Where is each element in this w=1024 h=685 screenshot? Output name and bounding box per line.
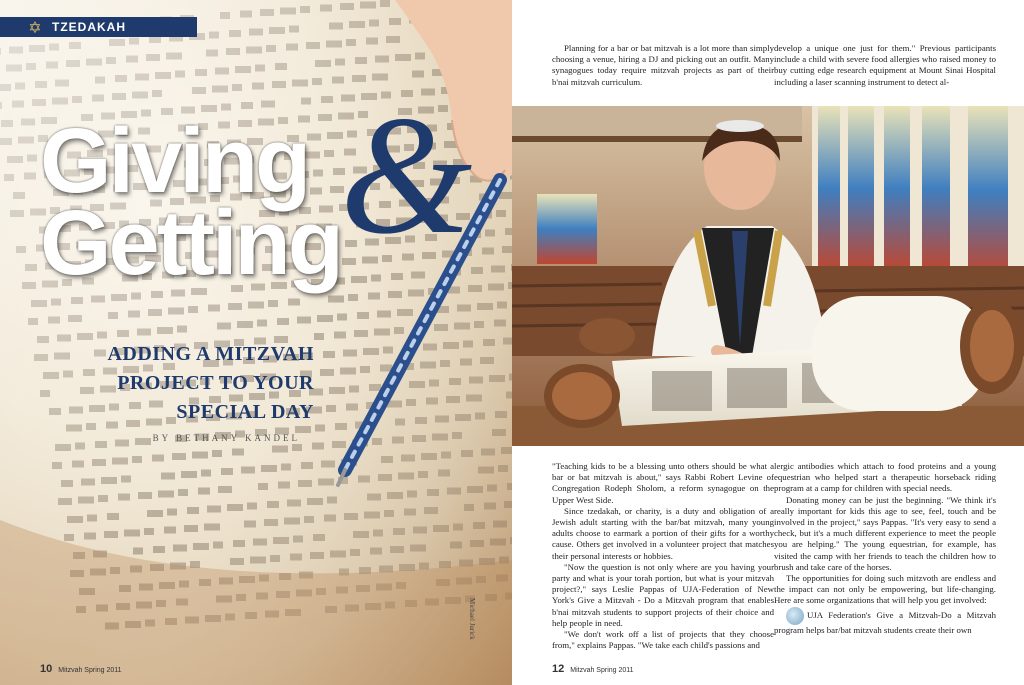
uja-logo-icon — [786, 607, 804, 625]
paragraph: lergic antibodies which attach to food proteins and a young equestrian who helped start a therapeutic horseback riding program at a camp for children with special needs. — [774, 461, 996, 494]
column-top-right — [774, 43, 996, 88]
byline: BY BETHANY KANDEL — [152, 433, 300, 443]
paragraph: Donating money can be just the beginning. "We think it's really important for kids this age to see, feel, touch and be involved in the project," says Pappas. "It's very easy to send a check, but it's a much different experience to meet the people you are helping." The young equestrian, for example, has visited the camp with her friends to teach the children how to brush and take care of the horses. — [774, 494, 996, 572]
paragraph: The opportunities for doing such mitzvoth are endless and the impact can not only be empowering, but life-changing. Here are some organizations that will help you get involved: — [774, 573, 996, 606]
paragraph: "We don't work off a list of projects that they choose from," explains Pappas. "We take each child's passions and — [552, 629, 774, 651]
column-top-left — [552, 43, 774, 88]
paragraph-with-logo — [774, 607, 996, 636]
ampersand-glyph: & — [340, 81, 473, 269]
photo-credit: Michael Jurick — [468, 598, 476, 640]
page-number-right: 12 — [552, 663, 565, 675]
right-page — [512, 0, 1024, 685]
title-line-2: Getting — [40, 192, 341, 294]
article-subtitle — [60, 340, 314, 427]
page-number-left: 10 — [40, 663, 53, 675]
publication-right: Mitzvah Spring 2011 — [570, 667, 634, 674]
subtitle-line-3: SPECIAL DAY — [176, 401, 314, 423]
star-of-david-icon: ✡ — [28, 17, 42, 37]
paragraph: Planning for a bar or bat mitzvah is a lot more than simply choosing a venue, hiring a DJ and picking out an outfit. Many synagogues today require mitzvah projects as part of their b'nai mitzvah curriculum. — [552, 43, 774, 87]
subtitle-line-2: PROJECT TO YOUR — [117, 372, 314, 394]
ampersand-mark — [330, 81, 473, 269]
title-line-1: Giving — [40, 110, 309, 212]
paragraph: "Teaching kids to be a blessing unto others should be what a bar or bat mitzvah is about," says Rabbi Robert Levine of Congregation Rodeph Sholom, a reform synagogue on the Upper West Side. — [552, 461, 774, 505]
photo-illustration — [512, 106, 1024, 446]
column-bottom-left — [552, 461, 774, 651]
paragraph: develop a unique one just for them." Previous participants include a child with severe food allergies who raised money to buy cutting edge research equipment at Mount Sinai Hospital including a laser scanning instrument to detect al- — [774, 43, 996, 87]
paragraph-text: UJA Federation's Give a Mitzvah-Do a Mitzvah program helps bar/bat mitzvah students create their own — [774, 609, 996, 635]
paragraph: Since tzedakah, or charity, is a duty and obligation of a Jewish adult starting with the bar/bat mitzvah, many young adults choose to earmark a portion of their gifts for a worthy cause. Others get involved in a volunteer project that matches their personal interests or hobbies. — [552, 505, 774, 561]
folio-left — [40, 663, 122, 675]
column-bottom-right — [774, 461, 996, 636]
section-tag — [0, 17, 197, 37]
folio-right — [552, 663, 634, 675]
subtitle-line-1: ADDING A MITZVAH — [107, 343, 314, 365]
bar-mitzvah-photo — [512, 106, 1024, 446]
section-label: TZEDAKAH — [52, 20, 126, 34]
paragraph: "Now the question is not only where are you having your party and what is your torah portion, but what is your mitzvah project?," says Leslie Pappas of UJA-Federation of New York's Give a Mitzvah - Do a Mitzvah program that enables b'nai mitzvah students to support projects of their choice and help people in need. — [552, 561, 774, 628]
publication-left: Mitzvah Spring 2011 — [58, 667, 122, 674]
